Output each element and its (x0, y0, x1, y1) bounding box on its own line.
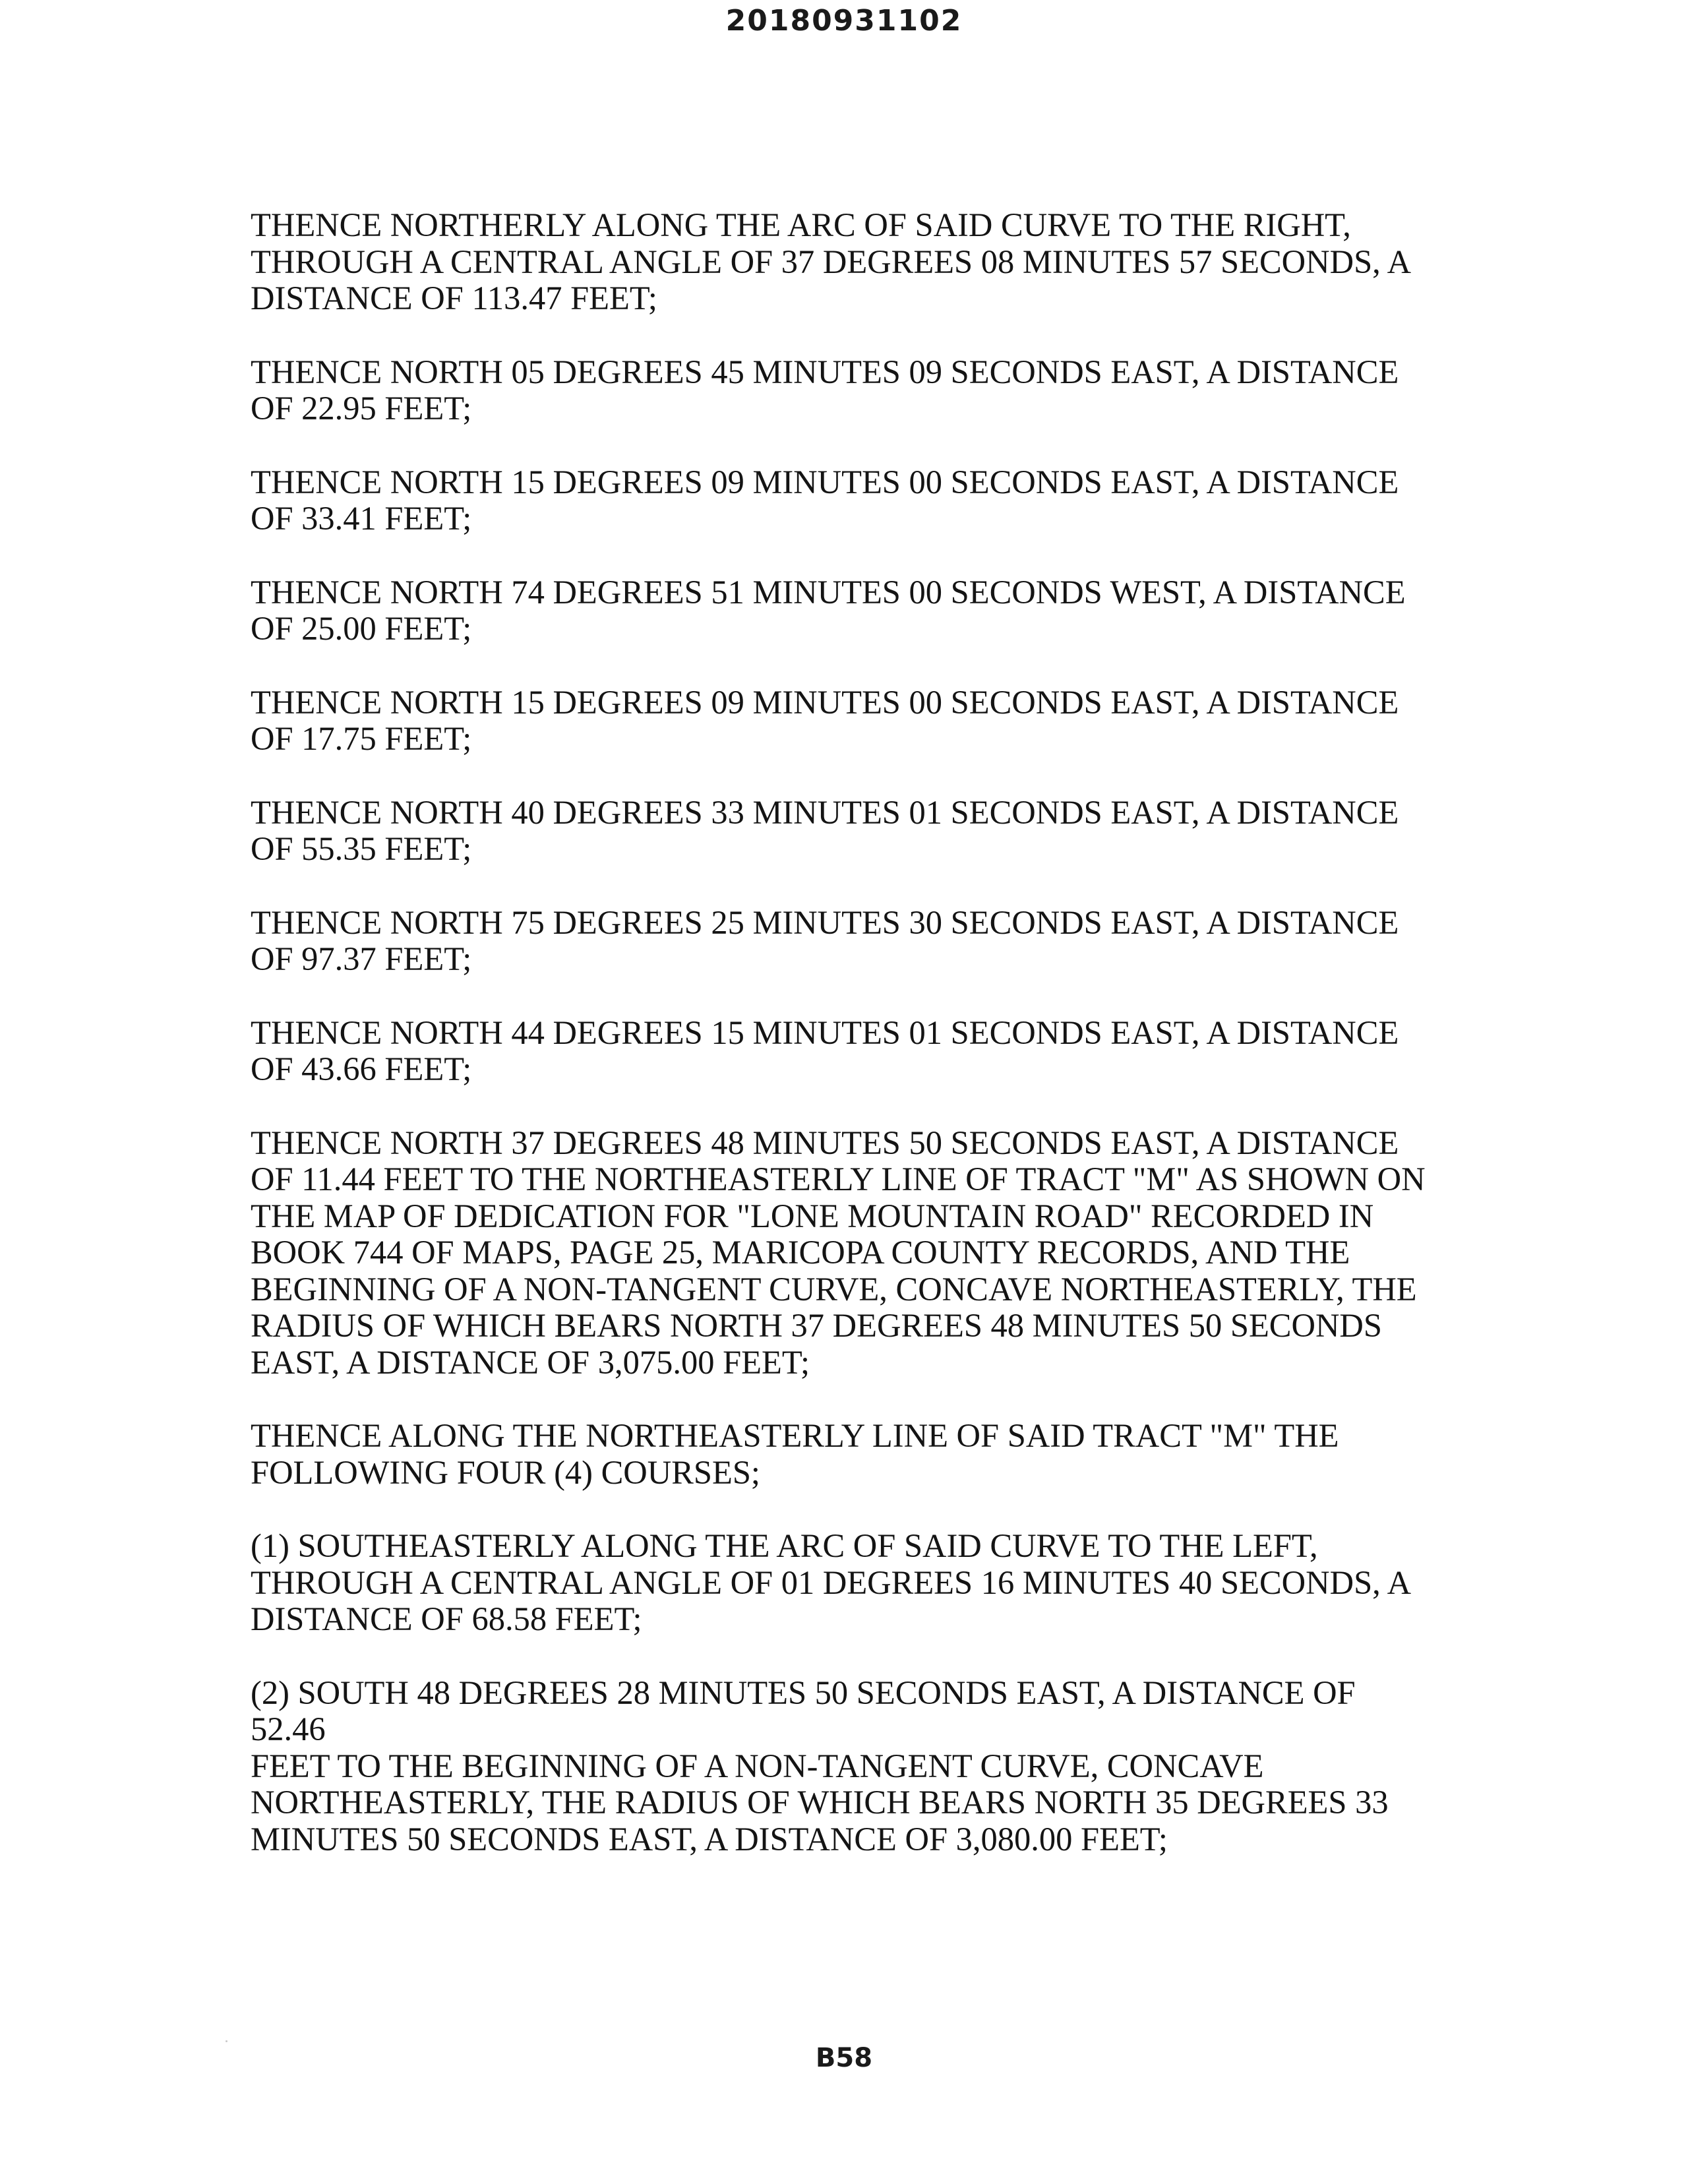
course-paragraph-7: THENCE NORTH 75 DEGREES 25 MINUTES 30 SECONDS EAST, A DISTANCE OF 97.37 FEET; (251, 903, 1399, 977)
course-paragraph-8: THENCE NORTH 44 DEGREES 15 MINUTES 01 SECONDS EAST, A DISTANCE OF 43.66 FEET; (251, 1014, 1399, 1087)
course-paragraph-4: THENCE NORTH 74 DEGREES 51 MINUTES 00 SECONDS WEST, A DISTANCE OF 25.00 FEET; (251, 573, 1406, 647)
course-paragraph-3: THENCE NORTH 15 DEGREES 09 MINUTES 00 SECONDS EAST, A DISTANCE OF 33.41 FEET; (251, 463, 1399, 537)
course-paragraph-5: THENCE NORTH 15 DEGREES 09 MINUTES 00 SECONDS EAST, A DISTANCE OF 17.75 FEET; (251, 683, 1399, 757)
page-label: B58 (815, 2043, 873, 2073)
course-paragraph-6: THENCE NORTH 40 DEGREES 33 MINUTES 01 SECONDS EAST, A DISTANCE OF 55.35 FEET; (251, 793, 1399, 867)
scan-speck (226, 2040, 227, 2042)
course-paragraph-10: THENCE ALONG THE NORTHEASTERLY LINE OF SAID TRACT "M" THE FOLLOWING FOUR (4) COURSES; (251, 1417, 1339, 1491)
course-paragraph-12: (2) SOUTH 48 DEGREES 28 MINUTES 50 SECONDS EAST, A DISTANCE OF 52.46 FEET TO THE BEGINNING OF A NON-TANGENT CURVE, CONCAVE NORTHEASTERLY, THE RADIUS OF WHICH BEARS NORTH 35 DEGREES 33 MINUTES 50 SECONDS EAST, A DISTANCE OF 3,080.00 FEET; (251, 1674, 1389, 1858)
course-paragraph-9: THENCE NORTH 37 DEGREES 48 MINUTES 50 SECONDS EAST, A DISTANCE OF 11.44 FEET TO THE NORTHEASTERLY LINE OF TRACT "M" AS SHOWN ON THE MAP OF DEDICATION FOR "LONE MOUNTAIN ROAD" RECORDED IN BOOK 744 OF MAPS, PAGE 25, MARICOPA COUNTY RECORDS, AND THE BEGINNING OF A NON-TANGENT CURVE, CONCAVE NORTHEASTERLY, THE RADIUS OF WHICH BEARS NORTH 37 DEGREES 48 MINUTES 50 SECONDS EAST, A DISTANCE OF 3,075.00 FEET; (251, 1124, 1426, 1381)
legal-description-body (251, 207, 1437, 1858)
course-paragraph-11: (1) SOUTHEASTERLY ALONG THE ARC OF SAID CURVE TO THE LEFT, THROUGH A CENTRAL ANGLE OF 01 DEGREES 16 MINUTES 40 SECONDS, A DISTANCE OF 68.58 FEET; (251, 1527, 1412, 1637)
course-paragraph-1: THENCE NORTHERLY ALONG THE ARC OF SAID CURVE TO THE RIGHT, THROUGH A CENTRAL ANGLE OF 37 DEGREES 08 MINUTES 57 SECONDS, A DISTANCE OF 113.47 FEET; (251, 206, 1412, 317)
document-number: 20180931102 (725, 4, 963, 38)
course-paragraph-2: THENCE NORTH 05 DEGREES 45 MINUTES 09 SECONDS EAST, A DISTANCE OF 22.95 FEET; (251, 353, 1399, 427)
